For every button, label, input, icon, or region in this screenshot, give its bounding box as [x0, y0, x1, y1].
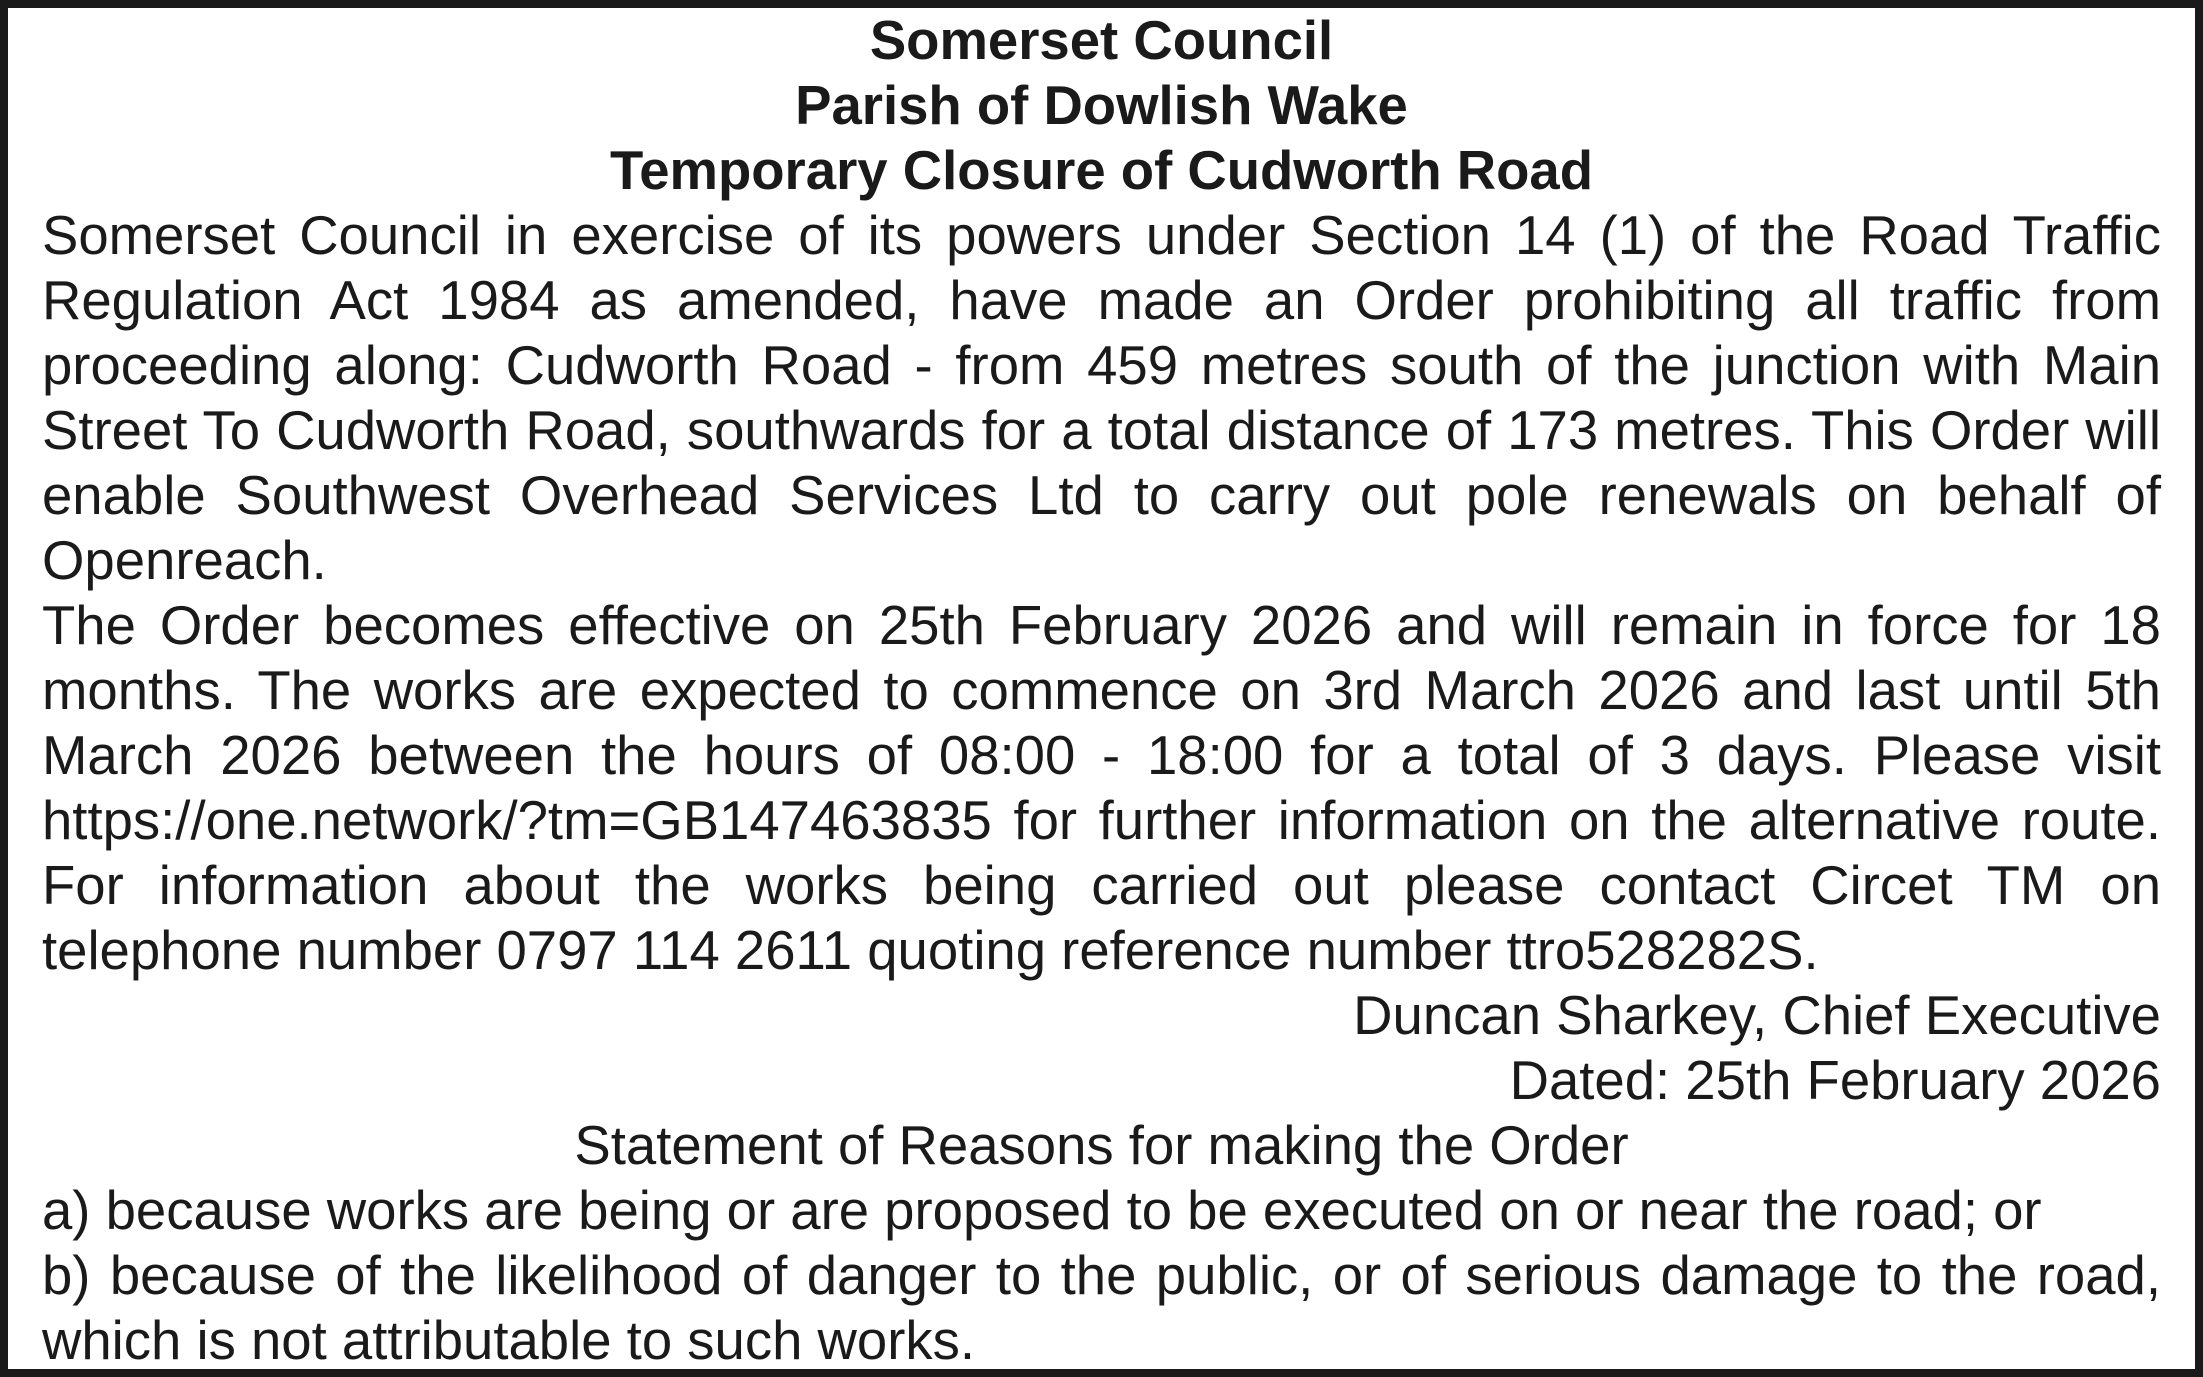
reasons-heading: Statement of Reasons for making the Order: [574, 1115, 1629, 1176]
parish-heading: Parish of Dowlish Wake: [795, 75, 1408, 136]
council-name-heading: Somerset Council: [869, 10, 1334, 71]
reason-item-a: a) because works are being or are proposed to be executed on or near the road; or: [42, 1180, 2042, 1241]
signatory-line: Duncan Sharkey, Chief Executive: [1353, 985, 2161, 1046]
order-dates-paragraph: The Order becomes effective on 25th February 2026 and will remain in force for 18 months. The works are expected to commence on 3rd March 2026 and last until 5th March 2026 between the hours of 08:00 - 18:00 for a total of 3 days. Please visit https://one.network/?tm=GB147463835 for further information on the alternative route. For information about the works being carried out please contact Circet TM on telephone number 0797 114 2611 quoting reference number ttro528282S.: [42, 595, 2161, 981]
closure-title-heading: Temporary Closure of Cudworth Road: [609, 140, 1594, 201]
reason-item-b: b) because of the likelihood of danger to the public, or of serious damage to the road, which is not attributable to such works.: [42, 1245, 2161, 1371]
dated-line: Dated: 25th February 2026: [1509, 1050, 2161, 1111]
order-description-paragraph: Somerset Council in exercise of its powers under Section 14 (1) of the Road Traffic Regulation Act 1984 as amended, have made an Order prohibiting all traffic from proceeding along: Cudworth Road - from 459 metres south of the junction with Main Street To Cudworth Road, southwards for a total distance of 173 metres. This Order will enable Southwest Overhead Services Ltd to carry out pole renewals on behalf of Openreach.: [42, 205, 2161, 591]
